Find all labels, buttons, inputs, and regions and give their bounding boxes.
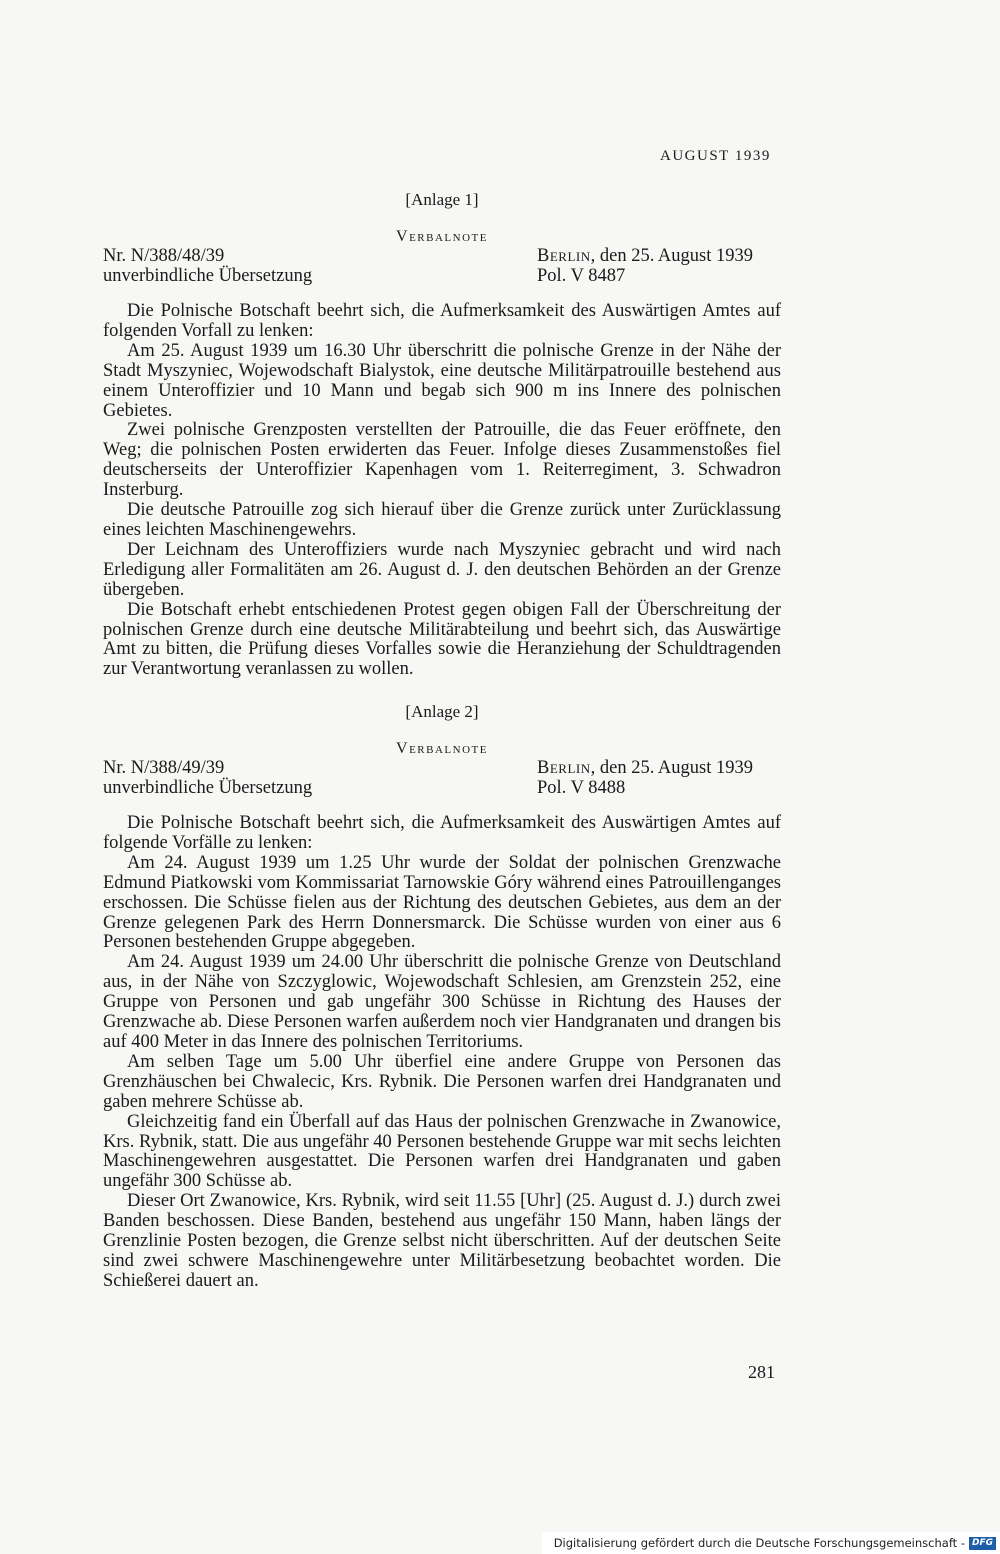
annex-2-heading: [Anlage 2] [405, 702, 479, 721]
annex-1-date: , den 25. August 1939 [590, 246, 753, 266]
annex-2-date: , den 25. August 1939 [590, 758, 753, 778]
annex-2-file-number: Pol. V 8488 [537, 778, 626, 798]
annex-2-place-date [537, 758, 781, 778]
annex-2 [103, 702, 781, 1292]
annex-1-translation-note: unverbindliche Übersetzung [103, 266, 313, 286]
annex-2-meta-left [103, 758, 312, 798]
annex-1-city: Berlin [537, 246, 591, 266]
annex-2-meta-right [537, 758, 781, 798]
annex-2-body [103, 814, 781, 1292]
annex-1-heading: [Anlage 1] [405, 190, 479, 209]
annex-1-reference-number: Nr. N/388/48/39 [103, 246, 225, 266]
digitization-credit-text: Digitalisierung gefördert durch die Deutsche Forschungsgemeinschaft - [553, 1536, 965, 1550]
annex-2-translation-note: unverbindliche Übersetzung [103, 778, 313, 798]
annex-2-paragraph: Dieser Ort Zwanowice, Krs. Rybnik, wird seit 11.55 [Uhr] (25. August d. J.) durch zwei Banden beschossen. Diese Banden, bestehend aus ungefähr 150 Mann, haben längs der Grenzlinie Posten bezogen, die Grenze selbst nicht überschritten. Auf der deutschen Seite sind zwei schwere Maschinengewehre unter Militärbesetzung beobachtet worden. Die Schießerei dauert an. [103, 1191, 781, 1291]
page-number: 281 [748, 1362, 775, 1382]
annex-1-meta [103, 246, 781, 286]
annex-2-doc-type: Verbalnote [396, 740, 488, 757]
annex-1-meta-left [103, 246, 312, 286]
annex-1-body [103, 302, 781, 680]
annex-2-reference-number: Nr. N/388/49/39 [103, 758, 225, 778]
digitization-credit [542, 1532, 1000, 1554]
annex-1-paragraph: Am 25. August 1939 um 16.30 Uhr überschritt die polnische Grenze in der Nähe der Stadt Myszyniec, Wojewodschaft Bialystok, eine deutsche Militärpatrouille bestehend aus einem Unteroffizier und 10 Mann und begab sich 900 m ins Innere des polnischen Gebietes. [103, 340, 781, 421]
dfg-logo: DFG [969, 1537, 996, 1550]
annex-1-paragraph: Die Botschaft erhebt entschiedenen Protest gegen obigen Fall der Überschreitung der polnischen Grenze durch eine deutsche Militärabteilung und beehrt sich, das Auswärtige Amt zu bitten, die Prüfung dieses Vorfalles sowie die Heranziehung der Schuldtragenden zur Verantwortung veranlassen zu wollen. [103, 599, 781, 680]
annex-1-paragraph: Die Polnische Botschaft beehrt sich, die Aufmerksamkeit des Auswärtigen Amtes auf folgenden Vorfall zu lenken: [103, 301, 781, 341]
annex-1-meta-right [537, 246, 781, 286]
annex-2-paragraph: Am selben Tage um 5.00 Uhr überfiel eine andere Gruppe von Personen das Grenzhäuschen bei Chwalecic, Krs. Rybnik. Die Personen warfen drei Handgranaten und gaben mehrere Schüsse ab. [103, 1051, 781, 1112]
annex-1-doc-type: Verbalnote [396, 228, 488, 245]
annex-1-paragraph: Die deutsche Patrouille zog sich hierauf über die Grenze zurück unter Zurücklassung eines leichten Maschinengewehrs. [103, 500, 781, 540]
annex-2-paragraph: Gleichzeitig fand ein Überfall auf das Haus der polnischen Grenzwache in Zwanowice, Krs. Rybnik, statt. Die aus ungefähr 40 Personen bestehende Gruppe war mit sechs leichten Maschinengewehren ausgestattet. Die Personen warfen drei Handgranaten und gaben ungefähr 300 Schüsse ab. [103, 1111, 781, 1192]
annex-1-paragraph: Zwei polnische Grenzposten verstellten der Patrouille, die das Feuer eröffnete, den Weg; die polnischen Posten erwiderten das Feuer. Infolge dieses Zusammenstoßes fiel deutscherseits der Unteroffizier Kapenhagen vom 1. Reiterregiment, 3. Schwadron Insterburg. [103, 420, 781, 501]
annex-1-file-number: Pol. V 8487 [537, 266, 626, 286]
annex-1-paragraph: Der Leichnam des Unteroffiziers wurde nach Myszyniec gebracht und wird nach Erledigung aller Formalitäten am 26. August d. J. den deutschen Behörden an der Grenze übergeben. [103, 539, 781, 600]
annex-2-paragraph: Am 24. August 1939 um 1.25 Uhr wurde der Soldat der polnischen Grenzwache Edmund Piatkowski vom Kommissariat Tarnowskie Góry während eines Patrouillenganges erschossen. Die Schüsse fielen aus der Richtung des deutschen Gebietes, aus dem an der Grenze gelegenen Park des Herrn Donnersmarck. Die Schüsse wurden von einer aus 6 Personen bestehenden Gruppe abgegeben. [103, 852, 781, 953]
annex-1-place-date [537, 246, 781, 266]
annex-2-meta [103, 758, 781, 798]
annex-2-paragraph: Am 24. August 1939 um 24.00 Uhr überschritt die polnische Grenze von Deutschland aus, in der Nähe von Szczyglowic, Wojewodschaft Schlesien, am Grenzstein 252, eine Gruppe von Personen und gab ungefähr 300 Schüsse in Richtung des Hauses der Grenzwache ab. Diese Personen warfen außerdem noch vier Handgranaten und drangen bis auf 400 Meter in das Innere des polnischen Territoriums. [103, 952, 781, 1052]
running-head: AUGUST 1939 [660, 148, 771, 164]
annex-2-paragraph: Die Polnische Botschaft beehrt sich, die Aufmerksamkeit des Auswärtigen Amtes auf folgende Vorfälle zu lenken: [103, 813, 781, 853]
annex-2-city: Berlin [537, 758, 591, 778]
annex-1 [103, 190, 781, 680]
